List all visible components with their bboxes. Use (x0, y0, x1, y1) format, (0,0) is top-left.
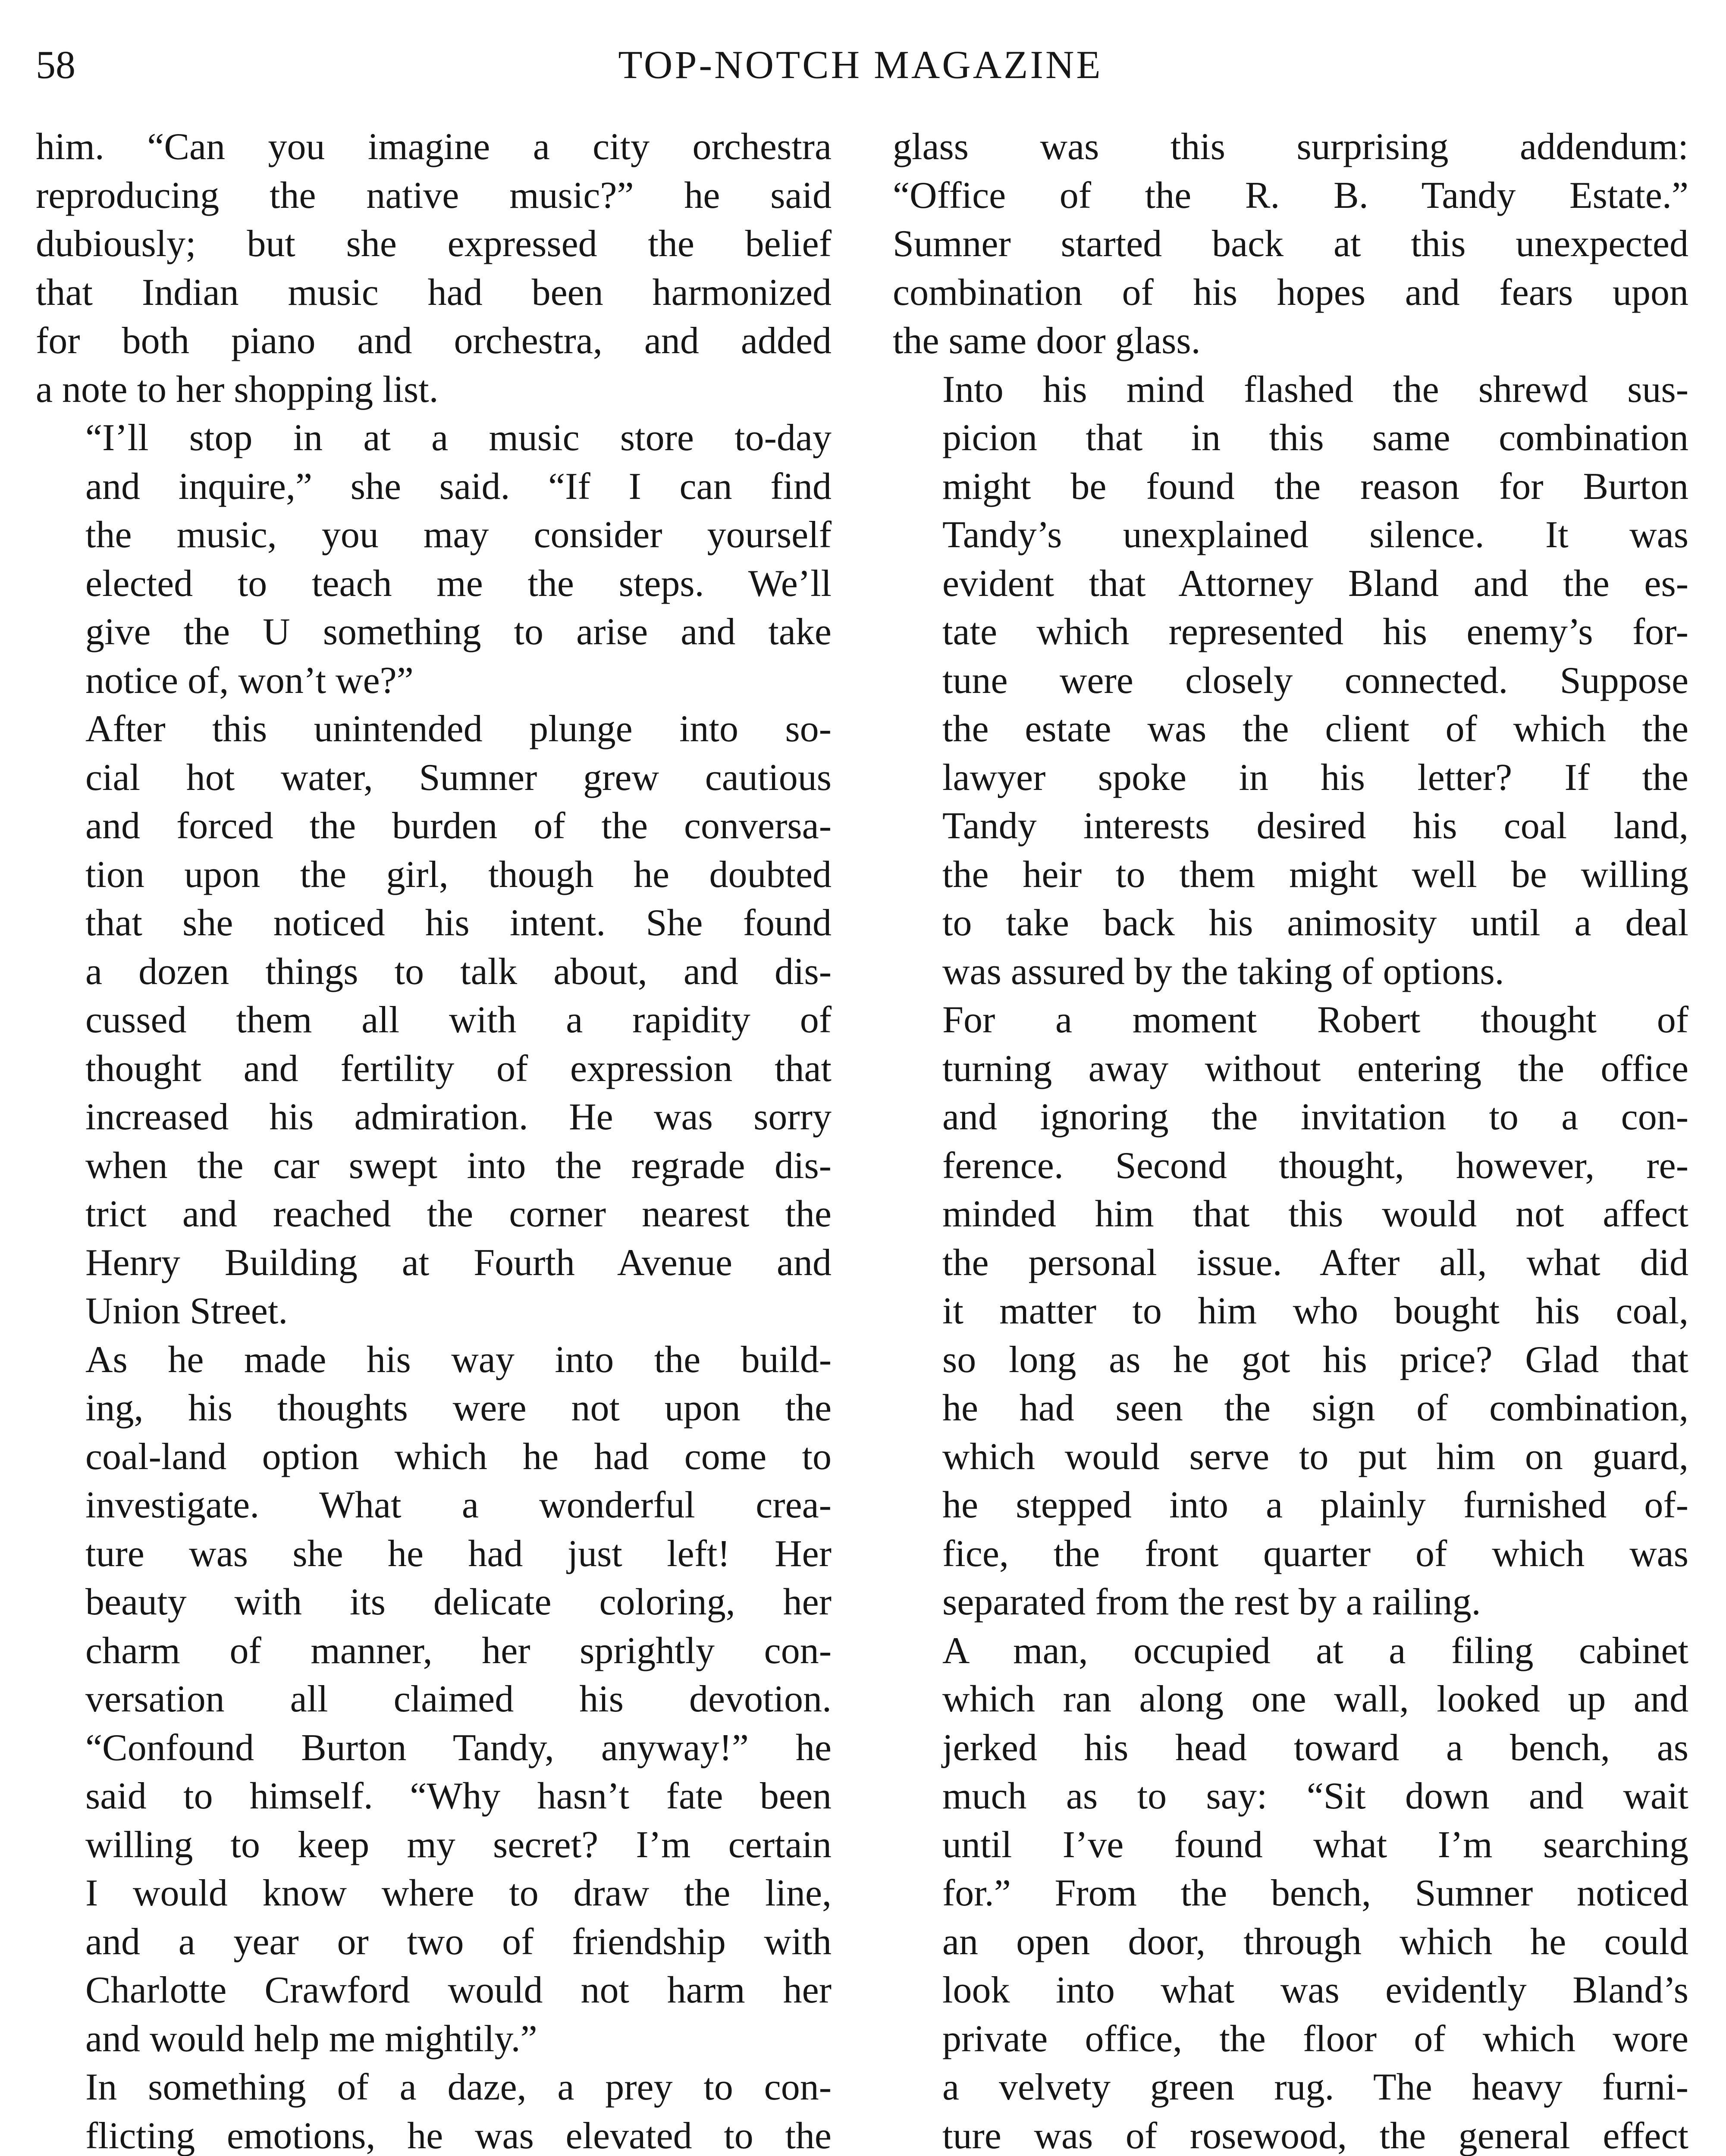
text-line: Sumner started back at this unexpected (893, 223, 1688, 265)
text-line: For a moment Robert thought of (942, 999, 1688, 1041)
text-line: the same door glass. (893, 320, 1201, 362)
text-line: the personal issue. After all, what did (942, 1241, 1688, 1284)
text-line: it matter to him who bought his coal, (942, 1290, 1688, 1332)
text-line: beauty with its delicate coloring, her (85, 1581, 832, 1623)
text-line: Charlotte Crawford would not harm her (85, 1969, 832, 2011)
text-line: the heir to them might well be willing (942, 853, 1688, 896)
text-line: reproducing the native music?” he said (36, 174, 832, 216)
text-line: he stepped into a plainly furnished of- (942, 1484, 1688, 1526)
text-line: a note to her shopping list. (36, 368, 439, 411)
text-line: him. “Can you imagine a city orchestra (36, 126, 832, 168)
text-line: separated from the rest by a railing. (942, 1581, 1481, 1623)
text-line: picion that in this same combination (942, 417, 1688, 459)
text-line: private office, the floor of which wore (942, 2018, 1688, 2060)
text-line: a dozen things to talk about, and dis- (85, 950, 832, 993)
text-line: coal-land option which he had come to (85, 1435, 832, 1478)
text-line: lawyer spoke in his letter? If the (942, 756, 1688, 799)
text-line: charm of manner, her sprightly con- (85, 1630, 832, 1672)
right-column (893, 123, 1688, 2156)
text-line: to take back his animosity until a deal (942, 902, 1688, 944)
text-line: “Confound Burton Tandy, anyway!” he (85, 1727, 832, 1769)
text-line: notice of, won’t we?” (85, 659, 414, 702)
text-line: ture was of rosewood, the general effect (942, 2115, 1688, 2156)
text-line: As he made his way into the build- (85, 1338, 832, 1381)
paragraph (36, 123, 832, 414)
text-line: minded him that this would not affect (942, 1193, 1688, 1235)
paragraph (36, 705, 832, 1336)
text-line: dubiously; but she expressed the belief (36, 223, 832, 265)
text-line: jerked his head toward a bench, as (942, 1727, 1688, 1769)
text-line: a velvety green rug. The heavy furni- (942, 2066, 1688, 2108)
text-line: said to himself. “Why hasn’t fate been (85, 1775, 832, 1817)
text-line: flicting emotions, he was elevated to the (85, 2115, 832, 2156)
text-line: for.” From the bench, Sumner noticed (942, 1872, 1688, 1914)
text-line: I would know where to draw the line, (85, 1872, 832, 1914)
text-line: until I’ve found what I’m searching (942, 1824, 1688, 1866)
text-line: and would help me mightily.” (85, 2018, 537, 2060)
text-line: and a year or two of friendship with (85, 1921, 832, 1963)
text-line: increased his admiration. He was sorry (85, 1096, 832, 1138)
paragraph (893, 123, 1688, 366)
text-line: and forced the burden of the conversa- (85, 805, 832, 847)
paragraph (893, 366, 1688, 997)
text-line: combination of his hopes and fears upon (893, 271, 1688, 313)
text-line: After this unintended plunge into so- (85, 708, 832, 750)
text-line: was assured by the taking of options. (942, 950, 1504, 993)
text-line: tate which represented his enemy’s for- (942, 611, 1688, 653)
text-line: Tandy’s unexplained silence. It was (942, 514, 1688, 556)
text-line: Tandy interests desired his coal land, (942, 805, 1688, 847)
text-line: fice, the front quarter of which was (942, 1532, 1688, 1575)
text-line: Henry Building at Fourth Avenue and (85, 1241, 832, 1284)
text-line: Union Street. (85, 1290, 288, 1332)
text-line: versation all claimed his devotion. (85, 1678, 832, 1720)
text-line: cussed them all with a rapidity of (85, 999, 832, 1041)
text-line: glass was this surprising addendum: (893, 126, 1688, 168)
text-line: turning away without entering the office (942, 1047, 1688, 1090)
left-column (36, 123, 832, 2156)
text-line: ing, his thoughts were not upon the (85, 1387, 832, 1429)
text-line: tune were closely connected. Suppose (942, 659, 1688, 702)
text-line: look into what was evidently Bland’s (942, 1969, 1688, 2011)
text-line: In something of a daze, a prey to con- (85, 2066, 832, 2108)
paragraph (36, 1336, 832, 2064)
paragraph (36, 414, 832, 705)
text-line: when the car swept into the regrade dis- (85, 1144, 832, 1187)
text-line: investigate. What a wonderful crea- (85, 1484, 832, 1526)
text-line: cial hot water, Sumner grew cautious (85, 756, 832, 799)
text-line: the estate was the client of which the (942, 708, 1688, 750)
text-line: that Indian music had been harmonized (36, 271, 832, 313)
text-line: much as to say: “Sit down and wait (942, 1775, 1688, 1817)
text-line: and ignoring the invitation to a con- (942, 1096, 1688, 1138)
text-line: that she noticed his intent. She found (85, 902, 832, 944)
text-line: “Office of the R. B. Tandy Estate.” (893, 174, 1688, 216)
text-line: trict and reached the corner nearest the (85, 1193, 832, 1235)
text-line: for both piano and orchestra, and added (36, 320, 832, 362)
text-line: give the U something to arise and take (85, 611, 832, 653)
text-line: and inquire,” she said. “If I can find (85, 465, 832, 508)
text-line: thought and fertility of expression that (85, 1047, 832, 1090)
text-line: evident that Attorney Bland and the es- (942, 562, 1688, 605)
text-line: might be found the reason for Burton (942, 465, 1688, 508)
text-line: so long as he got his price? Glad that (942, 1338, 1688, 1381)
text-line: an open door, through which he could (942, 1921, 1688, 1963)
text-line: ference. Second thought, however, re- (942, 1144, 1688, 1187)
text-line: he had seen the sign of combination, (942, 1387, 1688, 1429)
paragraph (893, 1627, 1688, 2156)
text-line: tion upon the girl, though he doubted (85, 853, 832, 896)
text-line: A man, occupied at a filing cabinet (942, 1630, 1688, 1672)
text-line: which ran along one wall, looked up and (942, 1678, 1688, 1720)
paragraph (36, 2063, 832, 2156)
text-line: “I’ll stop in at a music store to-day (85, 417, 832, 459)
text-line: elected to teach me the steps. We’ll (85, 562, 832, 605)
text-line: which would serve to put him on guard, (942, 1435, 1688, 1478)
text-line: Into his mind flashed the shrewd sus- (942, 368, 1688, 411)
paragraph (893, 996, 1688, 1627)
page-number: 58 (36, 43, 75, 87)
running-head: TOP-NOTCH MAGAZINE (618, 43, 1103, 87)
text-line: the music, you may consider yourself (85, 514, 832, 556)
text-line: ture was she he had just left! Her (85, 1532, 832, 1575)
text-line: willing to keep my secret? I’m certain (85, 1824, 832, 1866)
